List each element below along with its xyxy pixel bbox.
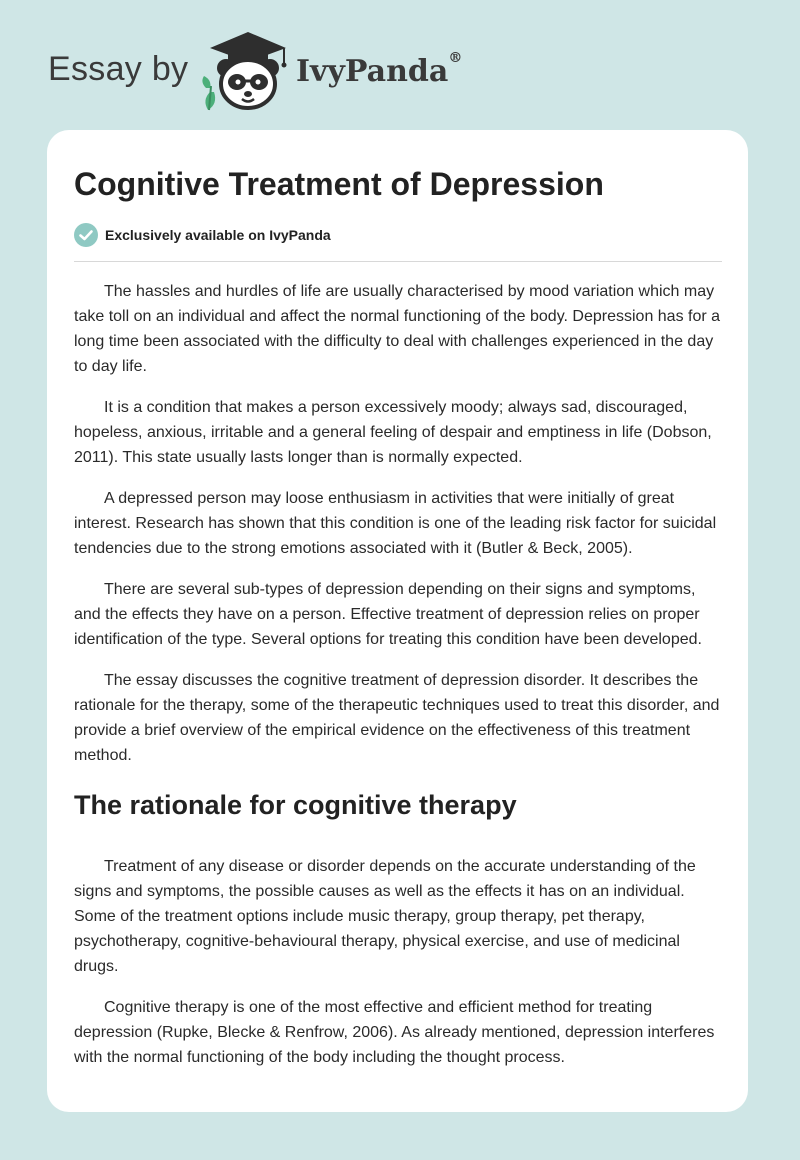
paragraph: Cognitive therapy is one of the most effective and efficient method for treating depression (Rupke, Blecke & Renfrow, 2006). As already mentioned, depression interferes with the normal functioning of the body including the thought process. <box>74 999 715 1066</box>
page-title: Cognitive Treatment of Depression <box>74 166 604 202</box>
paragraph: There are several sub-types of depression depending on their signs and symptoms, and the effects they have on a person. Effective treatment of depression relies on proper identification of the type. Several options for treating this condition have been developed. <box>74 581 702 648</box>
brand-name[interactable]: IvyPanda® <box>296 50 463 89</box>
paragraph: A depressed person may loose enthusiasm in activities that were initially of great interest. Research has shown that this condition is one of the leading risk factor for suicidal tendencies due to the strong emotions associated with it (Butler & Beck, 2005). <box>74 490 717 557</box>
article-body <box>74 279 726 1086</box>
divider <box>74 261 722 262</box>
brand-prefix: Essay by <box>48 50 189 88</box>
panda-graduate-icon[interactable] <box>198 30 298 112</box>
site-header <box>0 0 800 130</box>
paragraph: The essay discusses the cognitive treatment of depression disorder. It describes the rationale for the therapy, some of the therapeutic techniques used to treat this disorder, and provide a brief overview of the empirical evidence on the effectiveness of this treatment method. <box>74 672 720 764</box>
check-circle-icon <box>74 223 98 247</box>
paragraph: It is a condition that makes a person excessively moody; always sad, discouraged, hopeless, anxious, irritable and a general feeling of despair and emptiness in life (Dobson, 2011). This state usually lasts longer than is normally expected. <box>74 399 712 466</box>
paragraph: The hassles and hurdles of life are usually characterised by mood variation which may take toll on an individual and affect the normal functioning of the body. Depression has for a long time been associated with the difficulty to deal with challenges experienced in the day to day life. <box>74 283 721 375</box>
article-card <box>47 130 748 1112</box>
registered-mark: ® <box>448 50 463 66</box>
exclusive-badge <box>74 223 331 247</box>
exclusive-label: Exclusively available on IvyPanda <box>105 227 331 243</box>
paragraph: Treatment of any disease or disorder depends on the accurate understanding of the signs and symptoms, the possible causes as well as the effects it has on an individual. Some of the treatment options include music therapy, group therapy, pet therapy, psychotherapy, cognitive-behavioural therapy, physical exercise, and use of medicinal drugs. <box>74 858 696 975</box>
section-heading: The rationale for cognitive therapy <box>74 790 517 820</box>
